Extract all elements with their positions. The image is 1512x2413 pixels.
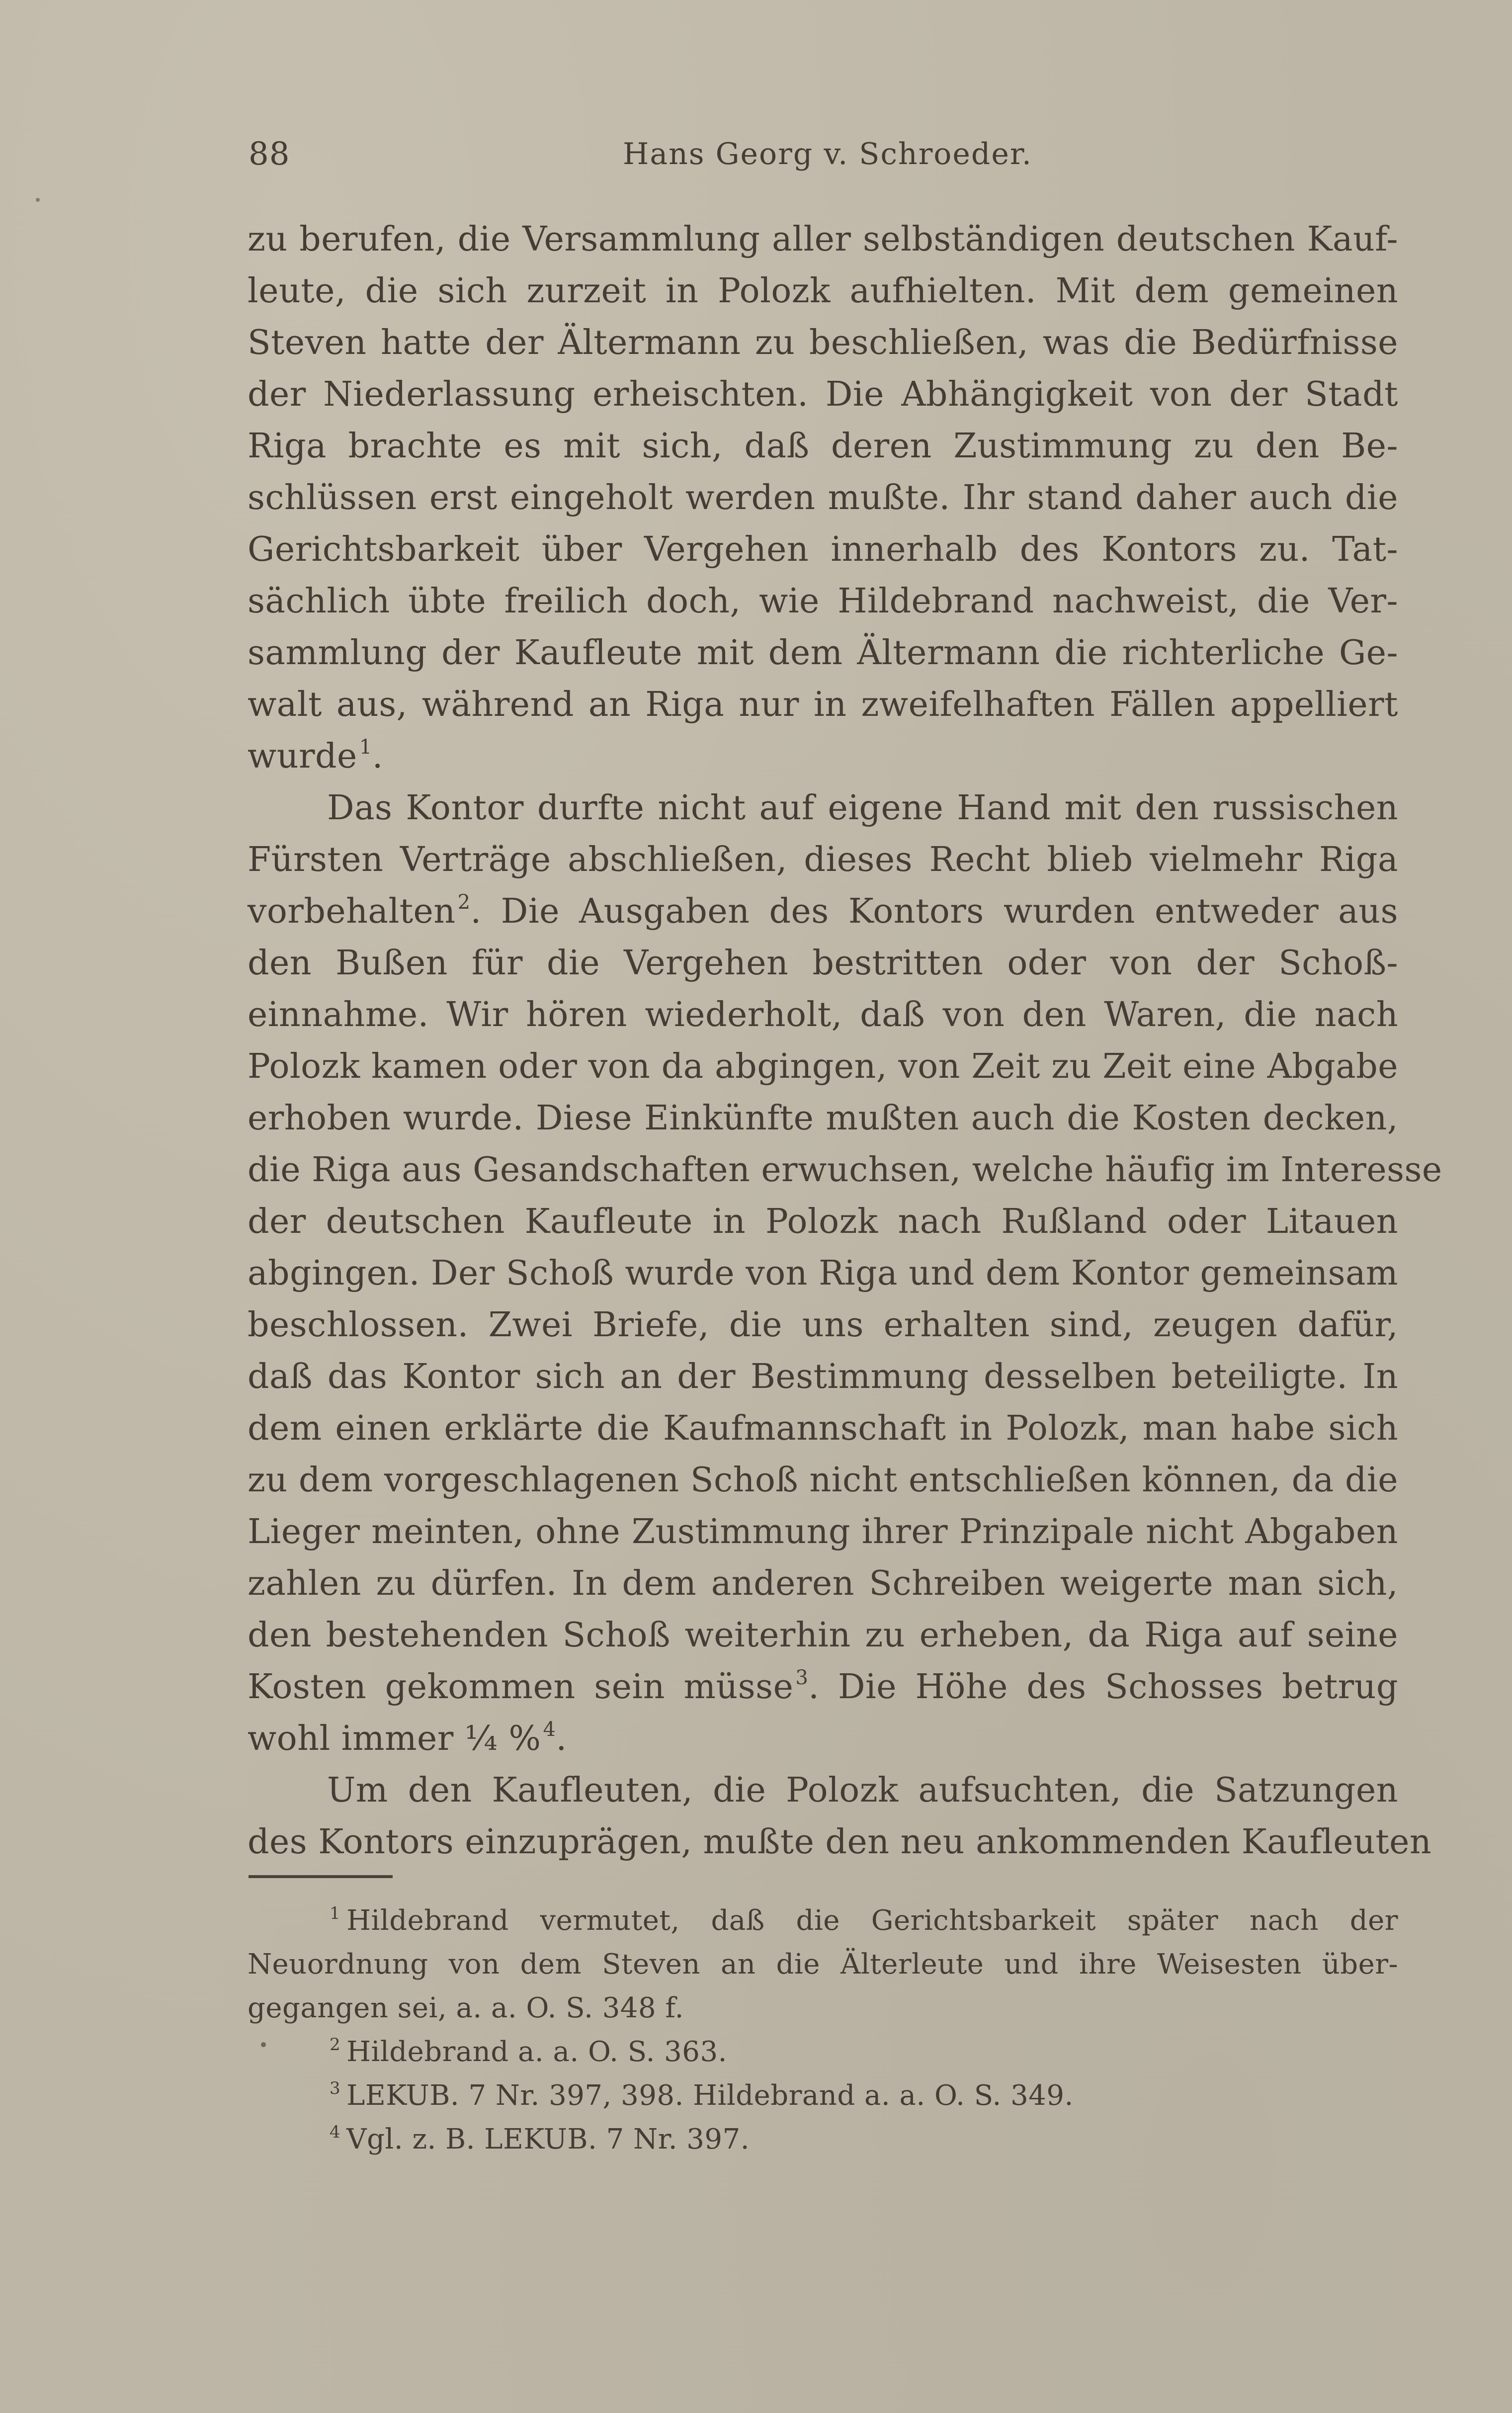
text-line	[248, 1610, 1398, 1661]
footnote-line	[248, 1899, 1398, 1943]
line-text: zu dem vorgeschlagenen Schoß nicht entschließen können, da die	[248, 1461, 1398, 1500]
text-line	[248, 782, 1398, 834]
line-text: einnahme. Wir hören wiederholt, daß von den Waren, die nach	[248, 995, 1398, 1034]
text-line	[248, 214, 1398, 265]
running-title: Hans Georg v. Schroeder.	[623, 137, 1032, 172]
footnote-text: gegangen sei, a. a. O. S. 348 f.	[248, 1992, 684, 2024]
line-text: Um den Kaufleuten, die Polozk aufsuchten, die Satzungen	[327, 1771, 1398, 1810]
line-text: Steven hatte der Ältermann zu beschließen, was die Bedürfnisse	[248, 323, 1398, 362]
text-line	[248, 1403, 1398, 1455]
footnote-marker[interactable]: 4	[543, 1718, 556, 1741]
line-text-continued: .	[556, 1719, 567, 1758]
page-number: 88	[249, 136, 290, 172]
footnote-line	[248, 1986, 1398, 2030]
text-line	[248, 1558, 1398, 1610]
footnote-text: Vgl. z. B. LEKUB. 7 Nr. 397.	[346, 2123, 750, 2155]
text-line	[248, 369, 1398, 421]
line-text: den bestehenden Schoß weiterhin zu erheben, da Riga auf seine	[248, 1616, 1398, 1655]
footnotes	[248, 1899, 1398, 2161]
line-text: der deutschen Kaufleute in Polozk nach Rußland oder Litauen	[248, 1202, 1398, 1241]
footnote-text: Neuordnung von dem Steven an die Älterleute und ihre Weisesten über-	[248, 1948, 1398, 1981]
margin-speck	[261, 2042, 266, 2047]
page-header	[249, 132, 1397, 176]
text-line	[248, 524, 1398, 576]
text-line	[248, 317, 1398, 369]
line-text: sächlich übte freilich doch, wie Hildebrand nachweist, die Ver-	[248, 582, 1398, 621]
line-text: Gerichtsbarkeit über Vergehen innerhalb des Kontors zu. Tat-	[248, 530, 1398, 569]
text-line	[248, 731, 1398, 782]
text-line	[248, 1713, 1398, 1765]
footnote-line	[248, 2074, 1398, 2118]
text-line	[248, 679, 1398, 731]
footnote-line	[248, 1943, 1398, 1986]
footnote-number: 2	[330, 2035, 341, 2055]
footnote-number: 4	[330, 2122, 341, 2142]
line-text: wurde	[248, 737, 357, 776]
text-line	[248, 1455, 1398, 1506]
line-text: leute, die sich zurzeit in Polozk aufhielten. Mit dem gemeinen	[248, 271, 1398, 311]
footnote-marker[interactable]: 1	[359, 736, 372, 759]
text-line	[248, 1041, 1398, 1093]
line-text: Riga brachte es mit sich, daß deren Zustimmung zu den Be-	[248, 427, 1398, 466]
text-line	[248, 421, 1398, 472]
line-text: zahlen zu dürfen. In dem anderen Schreiben weigerte man sich,	[248, 1564, 1398, 1603]
footnote-line	[248, 2030, 1398, 2074]
footnote-divider	[249, 1875, 393, 1878]
line-text: abgingen. Der Schoß wurde von Riga und dem Kontor gemeinsam	[248, 1254, 1398, 1293]
text-line	[248, 472, 1398, 524]
text-line	[248, 1196, 1398, 1248]
line-text: den Bußen für die Vergehen bestritten oder von der Schoß-	[248, 944, 1398, 983]
footnote-marker[interactable]: 2	[457, 891, 471, 914]
line-text: zu berufen, die Versammlung aller selbständigen deutschen Kauf-	[248, 220, 1398, 259]
line-text: erhoben wurde. Diese Einkünfte mußten auch die Kosten decken,	[248, 1099, 1398, 1138]
body-text	[248, 214, 1442, 1868]
line-text: schlüssen erst eingeholt werden mußte. Ihr stand daher auch die	[248, 478, 1398, 517]
footnote-line	[248, 2118, 1398, 2161]
line-text: Kosten gekommen sein müsse	[248, 1667, 794, 1707]
line-text: des Kontors einzuprägen, mußte den neu ankommenden Kaufleuten	[248, 1822, 1432, 1862]
text-line	[248, 1093, 1398, 1144]
line-text-continued: .	[372, 737, 383, 776]
text-line	[248, 1248, 1398, 1299]
text-line	[248, 1144, 1442, 1196]
text-line	[248, 1351, 1398, 1403]
text-line	[248, 1299, 1398, 1351]
line-text: sammlung der Kaufleute mit dem Ältermann die richterliche Ge-	[248, 633, 1398, 673]
line-text: walt aus, während an Riga nur in zweifelhaften Fällen appelliert	[248, 685, 1398, 724]
text-line	[248, 265, 1398, 317]
text-line	[248, 576, 1398, 627]
text-line	[248, 1506, 1398, 1558]
line-text: wohl immer ¼ %	[248, 1719, 541, 1758]
margin-speck	[36, 198, 40, 202]
text-line	[248, 1816, 1432, 1868]
line-text-continued: . Die Ausgaben des Kontors wurden entweder aus	[470, 892, 1398, 931]
line-text-continued: . Die Höhe des Schosses betrug	[808, 1667, 1398, 1707]
line-text: dem einen erklärte die Kaufmannschaft in Polozk, man habe sich	[248, 1409, 1398, 1448]
text-line	[248, 1765, 1398, 1816]
footnote-text: Hildebrand vermutet, daß die Gerichtsbarkeit später nach der	[346, 1904, 1398, 1937]
footnote-text: LEKUB. 7 Nr. 397, 398. Hildebrand a. a. O. S. 349.	[346, 2079, 1074, 2112]
line-text: die Riga aus Gesandschaften erwuchsen, welche häufig im Interesse	[248, 1150, 1442, 1190]
line-text: der Niederlassung erheischten. Die Abhängigkeit von der Stadt	[248, 375, 1398, 414]
line-text: beschlossen. Zwei Briefe, die uns erhalten sind, zeugen dafür,	[248, 1305, 1398, 1345]
text-line	[248, 1661, 1398, 1713]
line-text: daß das Kontor sich an der Bestimmung desselben beteiligte. In	[248, 1357, 1398, 1396]
text-line	[248, 938, 1398, 989]
line-text: Das Kontor durfte nicht auf eigene Hand mit den russischen	[327, 788, 1398, 828]
footnote-number: 1	[330, 1903, 341, 1923]
text-line	[248, 834, 1398, 886]
line-text: Polozk kamen oder von da abgingen, von Zeit zu Zeit eine Abgabe	[248, 1047, 1398, 1086]
text-line	[248, 627, 1398, 679]
line-text: Fürsten Verträge abschließen, dieses Recht blieb vielmehr Riga	[248, 840, 1398, 879]
text-line	[248, 989, 1398, 1041]
line-text: vorbehalten	[248, 892, 456, 931]
footnote-text: Hildebrand a. a. O. S. 363.	[346, 2036, 727, 2068]
footnote-number: 3	[330, 2078, 341, 2098]
text-line	[248, 886, 1398, 938]
line-text: Lieger meinten, ohne Zustimmung ihrer Prinzipale nicht Abgaben	[248, 1512, 1398, 1551]
footnote-marker[interactable]: 3	[795, 1666, 809, 1689]
